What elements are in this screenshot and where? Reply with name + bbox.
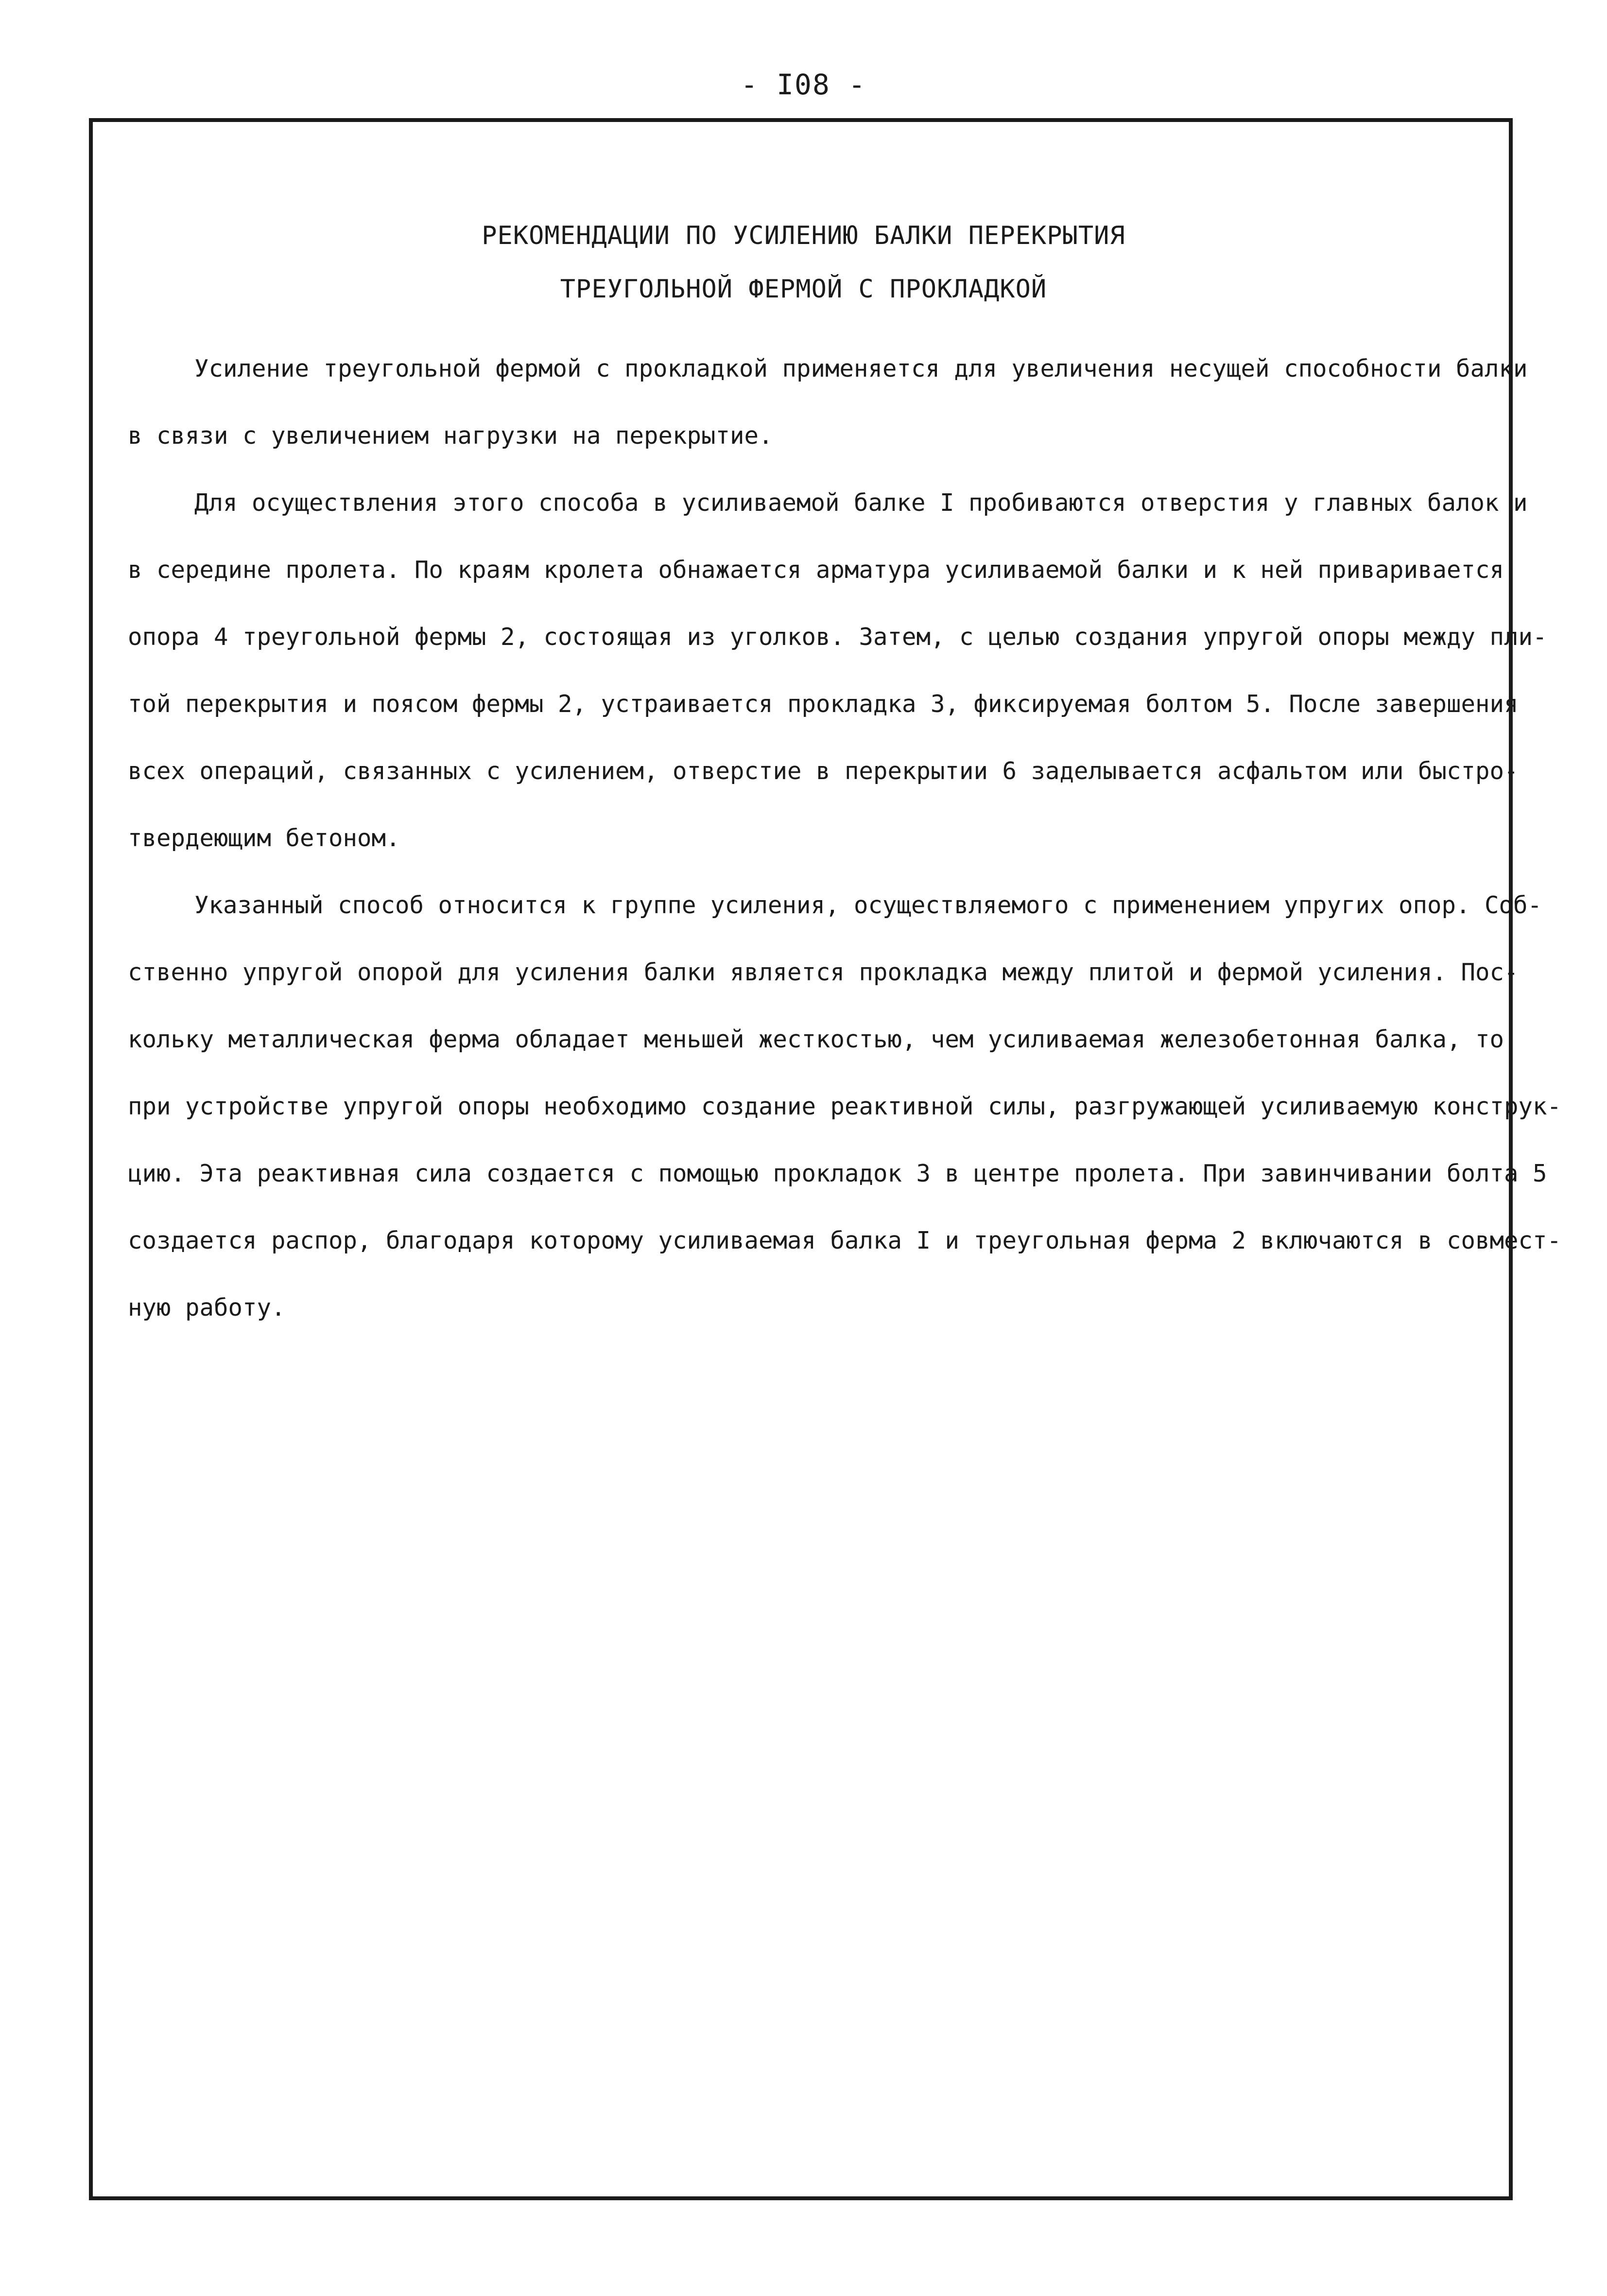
paragraph-3-line: кольку металлическая ферма обладает меньшей жесткостью, чем усиливаемая железобетонная балка, то xyxy=(128,1026,1504,1053)
title-line-2: ТРЕУГОЛЬНОЙ ФЕРМОЙ С ПРОКЛАДКОЙ xyxy=(560,275,1047,304)
paragraph-1-line: Усиление треугольной фермой с прокладкой применяется для увеличения несущей способности балки xyxy=(194,355,1528,383)
paragraph-2-line: твердеющим бетоном. xyxy=(128,824,400,852)
paragraph-3-line: Указанный способ относится к группе усиления, осуществляемого с применением упругих опор. Соб- xyxy=(194,891,1542,919)
title-line-1: РЕКОМЕНДАЦИИ ПО УСИЛЕНИЮ БАЛКИ ПЕРЕКРЫТИЯ xyxy=(482,221,1125,250)
paragraph-3-line: ственно упругой опорой для усиления балки является прокладка между плитой и фермой усиления. Пос- xyxy=(128,958,1519,986)
paragraph-2-line: Для осуществления этого способа в усиливаемой балке I пробиваются отверстия у главных балок и xyxy=(194,489,1528,517)
document-title xyxy=(0,209,1607,316)
paragraph-2-line: в середине пролета. По краям кролета обнажается арматура усиливаемой балки и к ней приваривается xyxy=(128,556,1504,584)
paragraph-2-line: опора 4 треугольной фермы 2, состоящая из уголков. Затем, с целью создания упругой опоры между пли- xyxy=(128,623,1547,651)
paragraph-1-line: в связи с увеличением нагрузки на перекрытие. xyxy=(128,422,773,450)
paragraph-3-line: цию. Эта реактивная сила создается с помощью прокладок 3 в центре пролета. При завинчивании болта 5 xyxy=(128,1160,1547,1187)
paragraph-3-line: создается распор, благодаря которому усиливаемая балка I и треугольная ферма 2 включаются в совмест- xyxy=(128,1227,1562,1254)
page-number: - I08 - xyxy=(741,68,866,101)
paragraph-2-line: всех операций, связанных с усилением, отверстие в перекрытии 6 заделывается асфальтом или быстро- xyxy=(128,757,1519,785)
paragraph-2-line: той перекрытия и поясом фермы 2, устраивается прокладка 3, фиксируемая болтом 5. После завершения xyxy=(128,690,1519,718)
paragraph-3-line: ную работу. xyxy=(128,1294,286,1322)
document-body xyxy=(128,335,1562,1341)
paragraph-3-line: при устройстве упругой опоры необходимо создание реактивной силы, разгружающей усиливаемую конструк- xyxy=(128,1093,1562,1120)
